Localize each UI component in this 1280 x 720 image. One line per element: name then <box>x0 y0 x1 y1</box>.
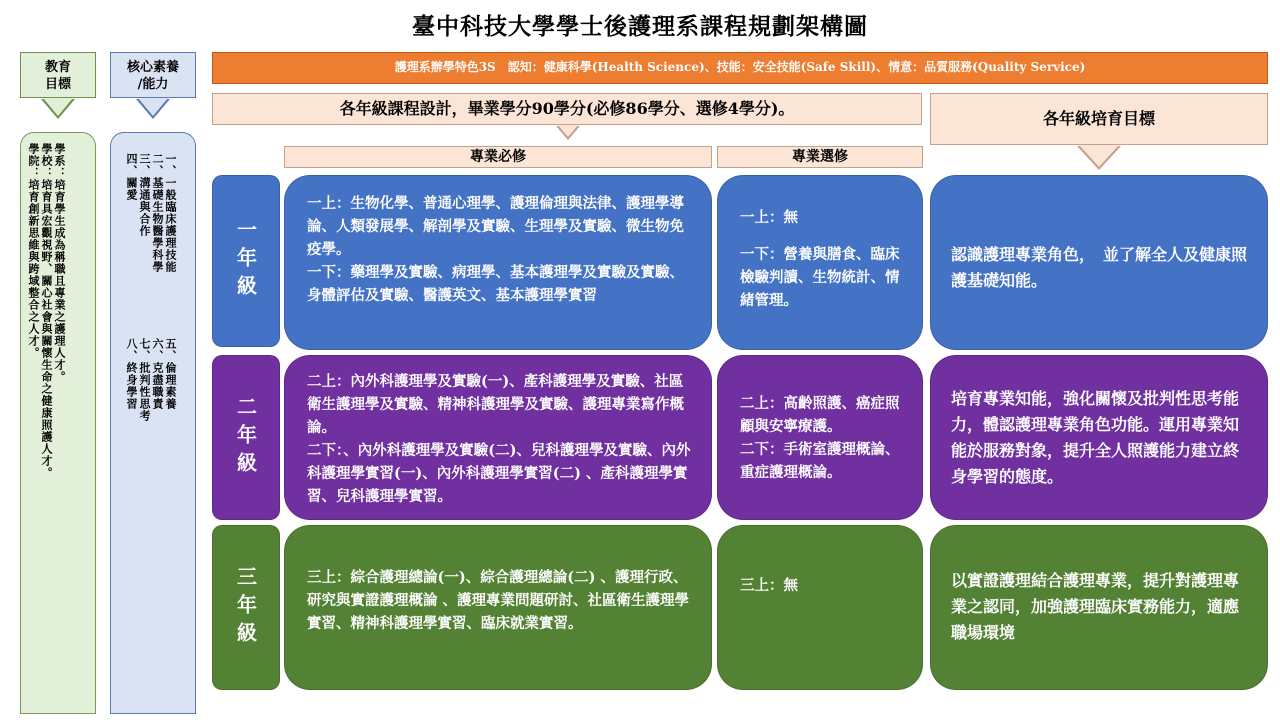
grade-3-elective-fall: 三上：無 <box>740 577 798 594</box>
grade-2-required-box <box>284 355 712 520</box>
grade-2-elective-spring: 二下：手術室護理概論、重症護理概論。 <box>740 441 900 481</box>
down-arrow-icon <box>41 99 75 119</box>
page-title: 臺中科技大學學士後護理系課程規劃架構圖 <box>412 13 868 40</box>
required-courses-label: 專業必修 <box>284 146 712 168</box>
grade-goals-header: 各年級培育目標 <box>930 93 1268 145</box>
core-competency-panel <box>110 132 196 714</box>
grade-2-elective-fall: 二上：高齡照護、癌症照顧與安寧療護。 <box>740 395 900 435</box>
grade-1-goal-box <box>930 175 1268 350</box>
grade-1-elective-fall: 一上：無 <box>740 209 798 226</box>
core-item: 二、基礎生物醫學科學 <box>151 153 164 273</box>
core-item: 八、終身學習 <box>125 338 138 410</box>
down-arrow-icon <box>136 99 170 119</box>
grade-2-goal-text: 培育專業知能，強化關懷及批判性思考能力，體認護理專業角色功能。運用專業知能於服務對象，提升全人照護能力建立終身學習的態度。 <box>951 388 1240 486</box>
core-item: 一、一般臨床護理技能 <box>164 153 177 273</box>
core-item: 三、溝通與合作 <box>138 153 151 237</box>
education-goal-panel <box>20 132 96 714</box>
elective-courses-label: 專業選修 <box>717 146 923 168</box>
grade-1-goal-text: 認識護理專業角色， 並了解全人及健康照護基礎知能。 <box>951 244 1248 290</box>
education-goal-text <box>27 143 66 543</box>
grade-3-required-fall: 三上：綜合護理總論(一)、綜合護理總論(二) 、護理行政、研究與實證護理概論 、護理專業問題研討、社區衛生護理學實習、精神科護理學實習、臨床就業實習。 <box>307 569 690 632</box>
edu-goal-line-college: 學校：培育具宏觀視野、關心社會與關懷生命之健康照護人才。 <box>40 143 53 479</box>
grade-1-elective-spring: 一下：營養與膳食、臨床檢驗判讀、生物統計、情緒管理。 <box>740 246 900 309</box>
core-item: 六、克盡職責 <box>151 338 164 410</box>
grade-3-label: 三年級 <box>212 525 280 690</box>
down-arrow-icon <box>556 126 580 140</box>
grade-2-elective-box <box>717 355 923 520</box>
grade-3-elective-box <box>717 525 923 690</box>
core-competency-top <box>125 153 177 313</box>
feature-3s-banner: 護理系辦學特色3S 認知：健康科學(Health Science)、技能：安全技能(Safe Skill)、情意：品質服務(Quality Service) <box>212 52 1268 84</box>
core-item: 四、關愛 <box>125 153 138 201</box>
grade-3-required-box <box>284 525 712 690</box>
grade-1-required-fall: 一上：生物化學、普通心理學、護理倫理與法律、護理學導論、人類發展學、解剖學及實驗、生理學及實驗、微生物免疫學。 <box>307 195 684 258</box>
grade-3-goal-text: 以實證護理結合護理專業，提升對護理專業之認同，加強護理臨床實務能力，適應職場環境 <box>951 570 1240 642</box>
grade-2-required-fall: 二上：內外科護理學及實驗(一)、產科護理學及實驗、社區衛生護理學及實驗、精神科護理學及實驗、護理專業寫作概論。 <box>307 373 684 436</box>
grade-1-elective-box <box>717 175 923 350</box>
edu-goal-line-school: 學系：培育學生成為稱職且專業之護理人才。 <box>53 143 66 383</box>
grade-2-required-spring: 二下：、內外科護理學及實驗(二)、兒科護理學及實驗、內外科護理學實習(一)、內外科護理學實習(二) 、產科護理學實習、兒科護理學實習。 <box>307 442 691 505</box>
grade-3-goal-box <box>930 525 1268 690</box>
edu-goal-line-dept: 學院：培育創新思維與跨域整合之人才。 <box>27 143 40 359</box>
core-competency-header: 核心素養 /能力 <box>110 52 196 98</box>
grade-1-required-box <box>284 175 712 350</box>
down-arrow-icon <box>1077 146 1121 170</box>
education-goal-header: 教育 目標 <box>20 52 96 98</box>
core-competency-bottom <box>125 338 177 458</box>
grade-1-required-spring: 一下：藥理學及實驗、病理學、基本護理學及實驗及實驗、身體評估及實驗、醫護英文、基本護理學實習 <box>307 264 684 304</box>
grade-2-goal-box <box>930 355 1268 520</box>
course-design-box: 各年級課程設計，畢業學分90學分(必修86學分、選修4學分)。 <box>212 93 922 125</box>
core-item: 五、倫理素養 <box>164 338 177 410</box>
grade-2-label: 二年級 <box>212 355 280 520</box>
grade-1-label: 一年級 <box>212 175 280 347</box>
core-item: 七、批判性思考 <box>138 338 151 422</box>
